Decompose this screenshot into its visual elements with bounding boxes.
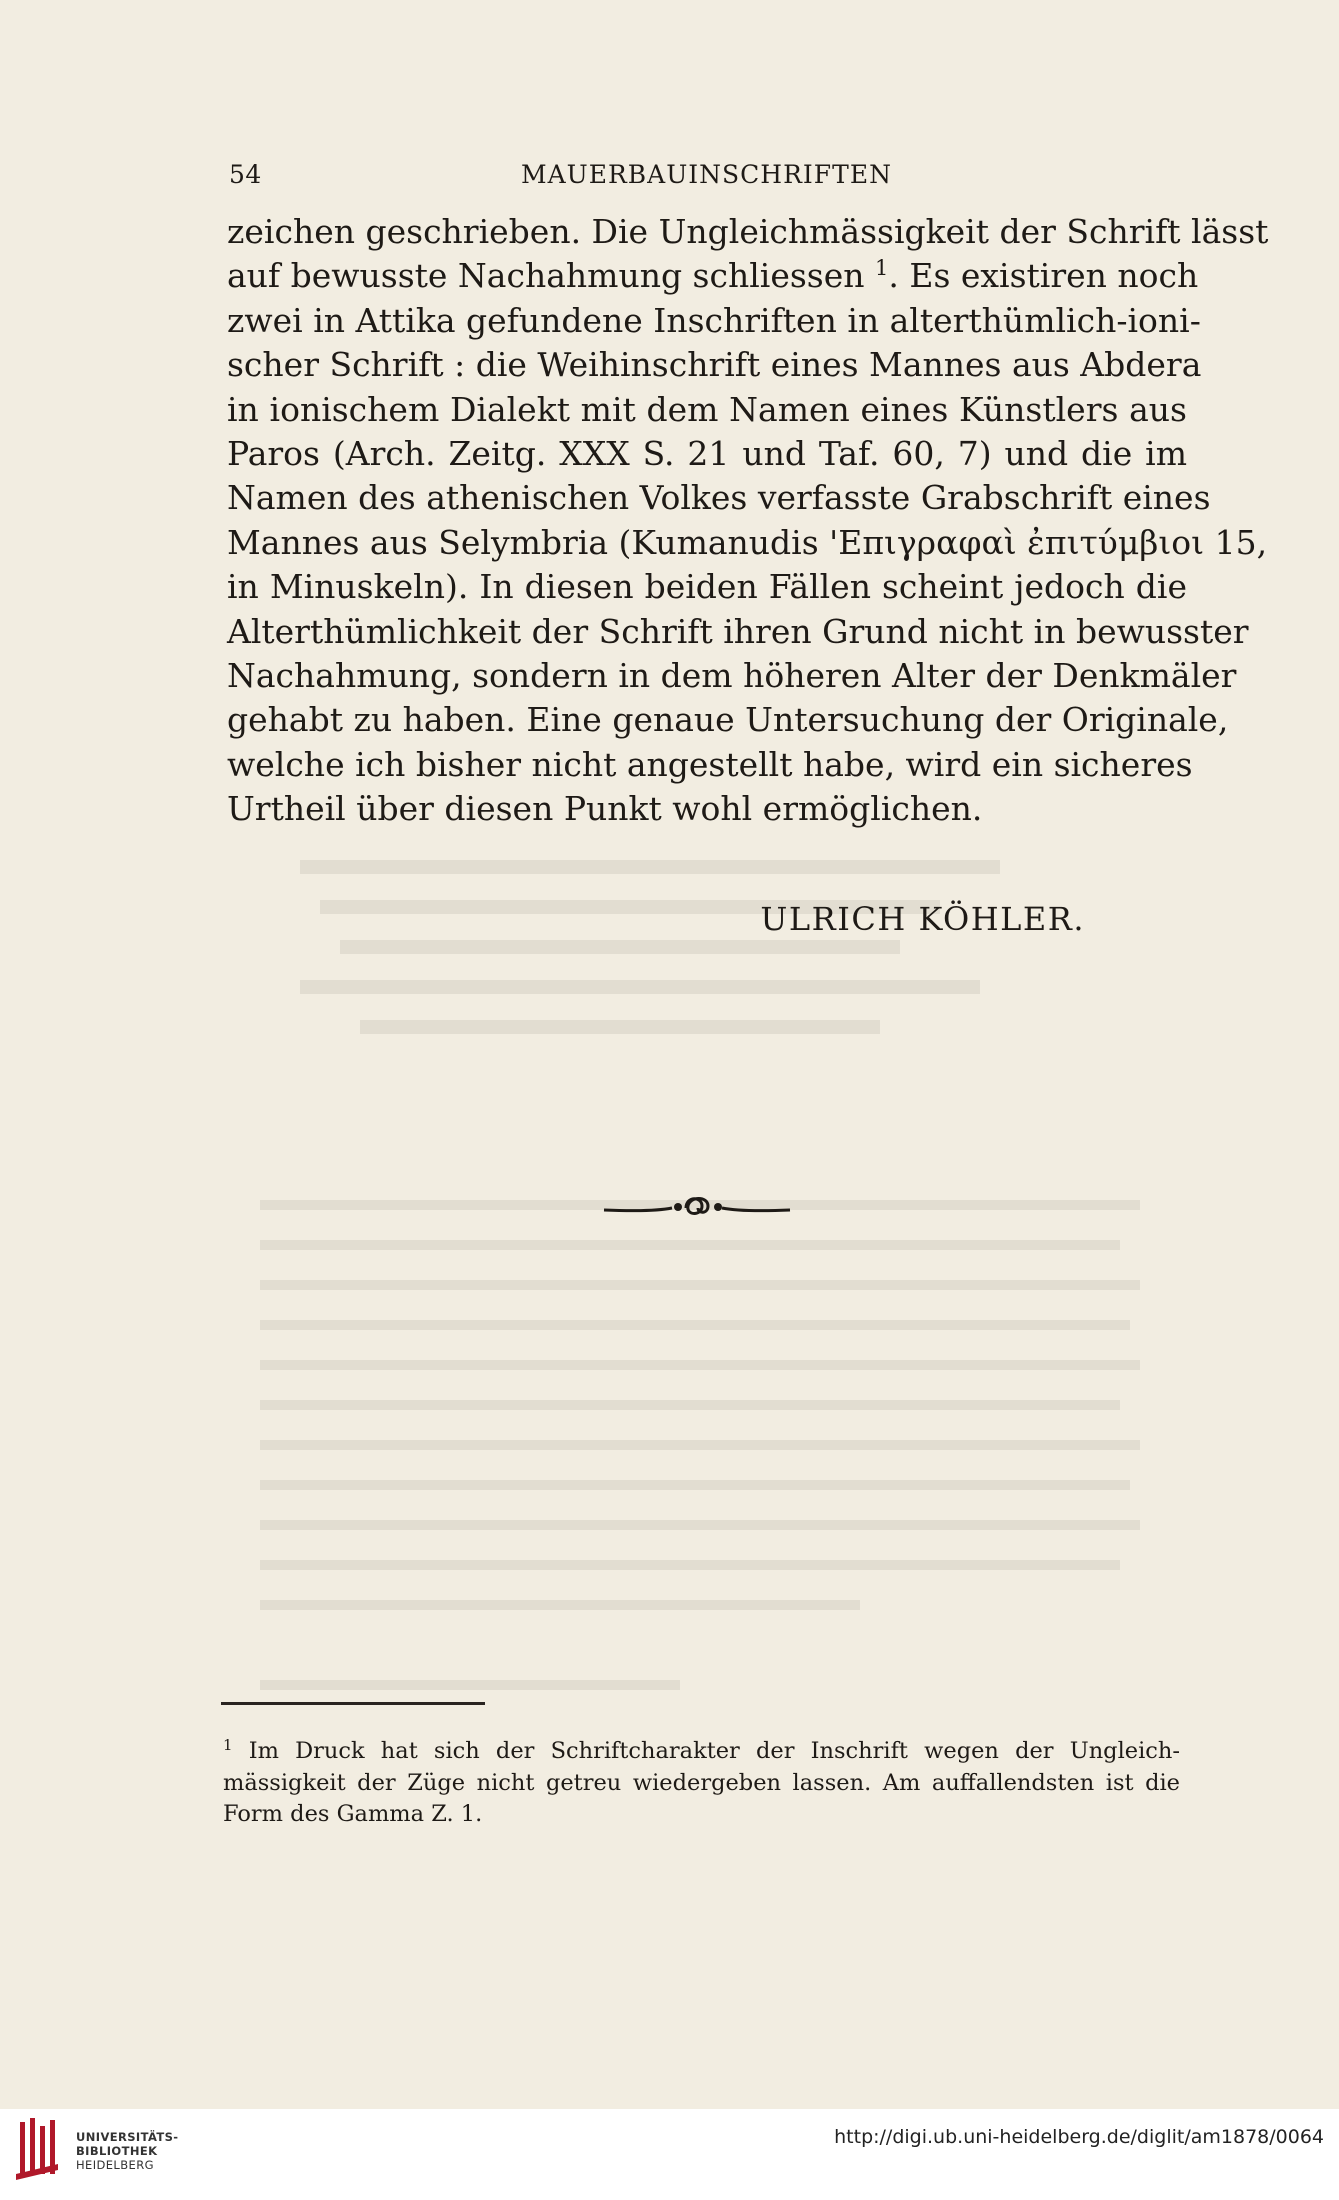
library-name-line: BIBLIOTHEK bbox=[76, 2144, 158, 2158]
text-line: Namen des athenischen Volkes verfasste Grabschrift eines bbox=[227, 478, 1211, 518]
text-fragment: . Es existiren noch bbox=[888, 256, 1199, 296]
text-line: Paros (Arch. Zeitg. XXX S. 21 und Taf. 60, 7) und die im bbox=[227, 434, 1187, 474]
author-signature: ULRICH KÖHLER. bbox=[760, 900, 1085, 938]
source-url-link[interactable]: http://digi.ub.uni-heidelberg.de/diglit/am1878/0064 bbox=[834, 2126, 1324, 2148]
text-line: Nachahmung, sondern in dem höheren Alter der Denkmäler bbox=[227, 656, 1237, 696]
viewer-footer bbox=[0, 2109, 1339, 2200]
text-line bbox=[227, 254, 1199, 298]
running-title: MAUERBAUINSCHRIFTEN bbox=[521, 160, 892, 189]
footnote bbox=[223, 1736, 1180, 1831]
text-line: Urtheil über diesen Punkt wohl ermöglichen. bbox=[227, 789, 983, 829]
text-line: Alterthümlichkeit der Schrift ihren Grund nicht in bewusster bbox=[227, 611, 1249, 651]
text-line: in Minuskeln). In diesen beiden Fällen scheint jedoch die bbox=[227, 567, 1187, 607]
running-header bbox=[229, 160, 1184, 194]
footnote-marker: 1 bbox=[223, 1736, 233, 1754]
page-number: 54 bbox=[229, 160, 262, 189]
footnote-line bbox=[223, 1736, 1180, 1768]
show-through-texture bbox=[260, 840, 1180, 1740]
library-name bbox=[76, 2130, 178, 2172]
footnote-reference[interactable]: 1 bbox=[875, 256, 889, 281]
text-fragment: auf bewusste Nachahmung schliessen bbox=[227, 256, 865, 296]
text-fragment: Im Druck hat sich der Schriftcharakter der Inschrift wegen der Ungleich- bbox=[248, 1738, 1180, 1764]
library-name-line: UNIVERSITÄTS- bbox=[76, 2130, 179, 2144]
text-line: Mannes aus Selymbria (Kumanudis 'Επιγραφαὶ ἐπιτύμβιοι 15, bbox=[227, 522, 1268, 562]
text-line: in ionischem Dialekt mit dem Namen eines Künstlers aus bbox=[227, 389, 1187, 429]
footnote-separator bbox=[221, 1702, 485, 1705]
text-line: scher Schrift : die Weihinschrift eines Mannes aus Abdera bbox=[227, 345, 1202, 385]
text-line: welche ich bisher nicht angestellt habe, wird ein sicheres bbox=[227, 744, 1193, 784]
footnote-line: Form des Gamma Z. 1. bbox=[223, 1801, 483, 1827]
text-line: gehabt zu haben. Eine genaue Untersuchung der Originale, bbox=[227, 700, 1229, 740]
university-library-logo-icon[interactable] bbox=[14, 2116, 60, 2180]
divider-ornament-icon bbox=[602, 1190, 792, 1220]
text-line: zeichen geschrieben. Die Ungleichmässigkeit der Schrift lässt bbox=[227, 212, 1269, 251]
text-line: zwei in Attika gefundene Inschriften in alterthümlich-ioni- bbox=[227, 300, 1201, 340]
library-name-line: HEIDELBERG bbox=[76, 2158, 154, 2172]
footnote-line: mässigkeit der Züge nicht getreu wiedergeben lassen. Am auffallendsten ist die bbox=[223, 1769, 1180, 1796]
body-paragraph bbox=[227, 210, 1269, 832]
